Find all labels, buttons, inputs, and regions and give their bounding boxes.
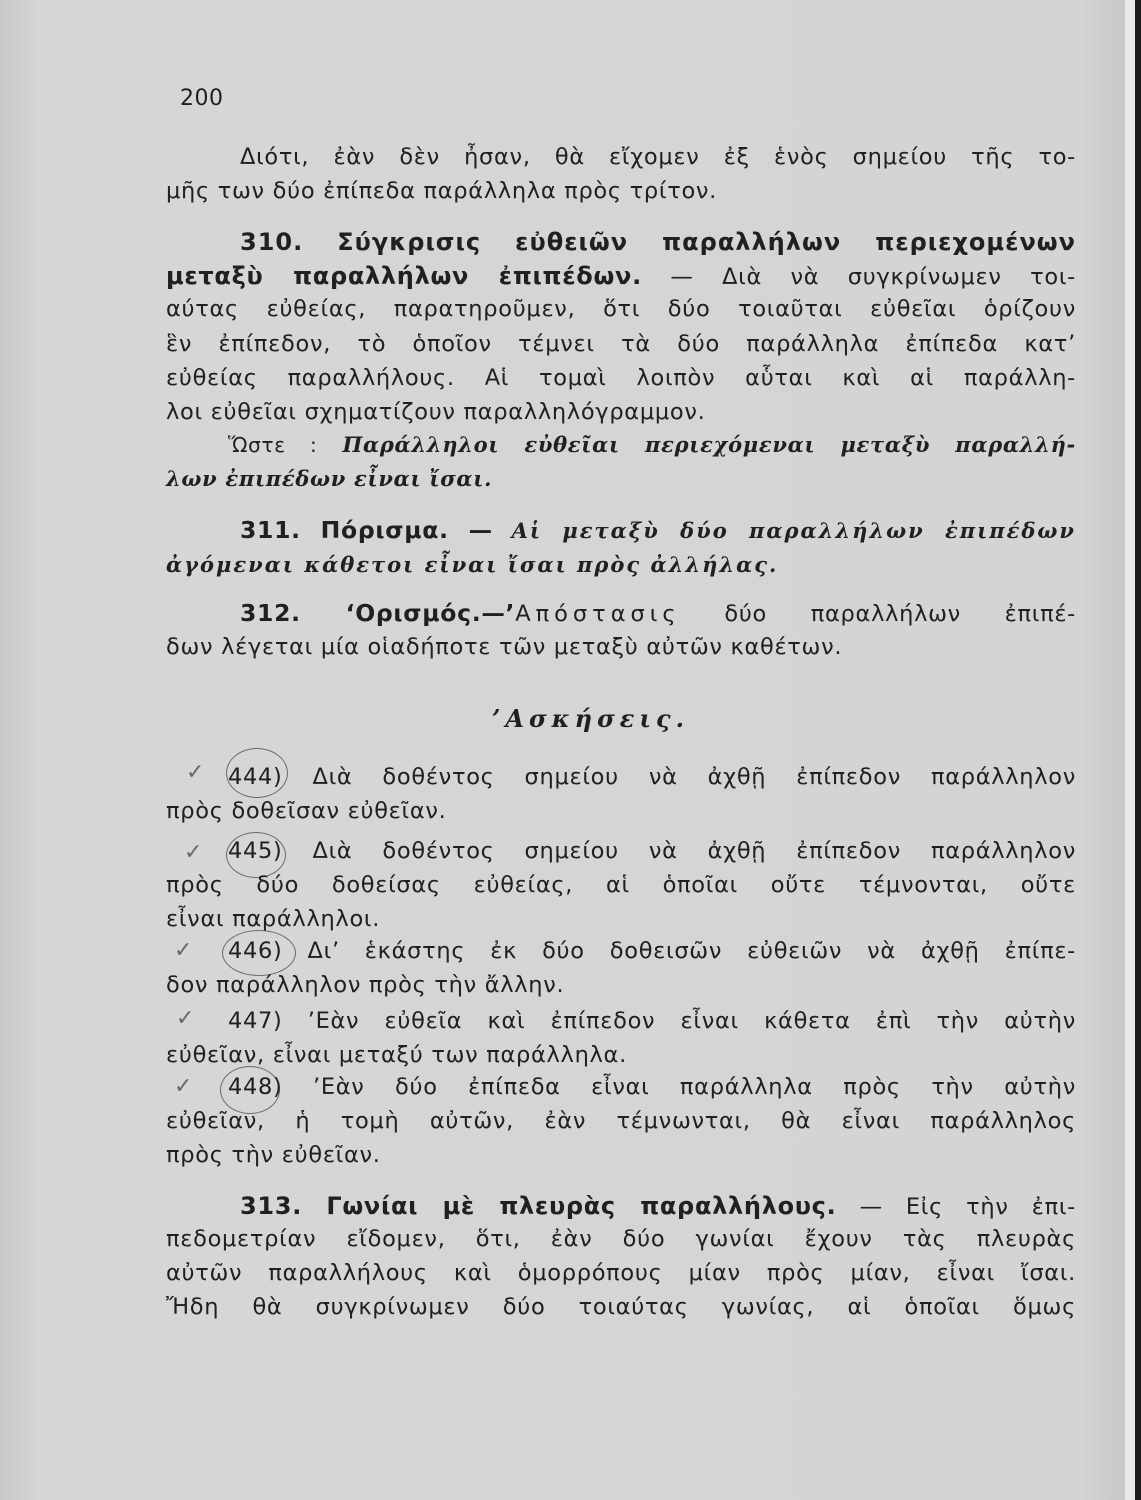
exercises-heading: ’Ασκήσεις. [492, 704, 689, 733]
conclusion-prefix: Ὥστε : [228, 433, 318, 457]
section-311-title: 311. Πόρισμα. — [240, 516, 493, 544]
text-line: αύτας εὐθείας, παρατηροῦμεν, ὅτι δύο τοιαῦται εὐθεῖαι ὁρίζουν [166, 296, 1076, 322]
exercise-445-cont: εἶναι παράλληλοι. [166, 906, 381, 932]
section-310-title: 310. Σύγκρισις εὐθειῶν παραλλήλων περιεχομένων [240, 228, 1076, 256]
text-line: δων λέγεται μία οἱαδήποτε τῶν μεταξὺ αὐτῶν καθέτων. [166, 634, 843, 660]
check-mark: ✓ [174, 1074, 193, 1099]
exercise-448: 448) ’Εὰν δύο ἐπίπεδα εἶναι παράλληλα πρὸς τὴν αὐτὴν [228, 1074, 1076, 1100]
exercise-446-cont: δον παράλληλον πρὸς τὴν ἄλλην. [166, 972, 565, 998]
text-line: Ἤδη θὰ συγκρίνωμεν δύο τοιαύτας γωνίας, αἱ ὁποῖαι ὅμως [166, 1294, 1076, 1320]
section-310-title-b: μεταξὺ παραλλήλων ἐπιπέδων. [166, 262, 642, 290]
section-312-title: 312. ‘Ορισμός.—’ [240, 599, 516, 627]
exercise-445: 445) Διὰ δοθέντος σημείου νὰ ἀχθῇ ἐπίπεδον παράλληλον [228, 838, 1076, 864]
exercise-447-cont: εὐθεῖαν, εἶναι μεταξύ των παράλληλα. [166, 1042, 627, 1068]
conclusion-line [228, 434, 1076, 457]
section-312-line [240, 599, 1076, 627]
text-line: μῆς των δύο ἐπίπεδα παράλληλα πρὸς τρίτον. [166, 178, 718, 204]
section-312-term: Απόστασις [515, 601, 681, 627]
exercise-446: 446) Δι’ ἑκάστης ἐκ δύο δοθεισῶν εὐθειῶν νὰ ἀχθῇ ἐπίπε- [228, 938, 1076, 964]
page-number: 200 [180, 86, 224, 111]
exercise-444-cont: πρὸς δοθεῖσαν εὐθεῖαν. [166, 798, 447, 824]
section-310-line [166, 264, 1076, 289]
text-line: ἓν ἐπίπεδον, τὸ ὁποῖον τέμνει τὰ δύο παράλληλα ἐπίπεδα κατ’ [166, 331, 1076, 357]
exercise-448-cont: εὐθεῖαν, ἡ τομὴ αὐτῶν, ἐὰν τέμνωνται, θὰ εἶναι παράλληλος [166, 1108, 1076, 1134]
text-line: πεδομετρίαν εἴδομεν, ὅτι, ἐὰν δύο γωνίαι ἔχουν τὰς πλευρὰς [166, 1226, 1076, 1252]
check-mark: ✓ [186, 760, 205, 785]
section-312-text: δύο παραλλήλων ἐπιπέ- [724, 601, 1076, 627]
page-edge-light [1125, 0, 1135, 1500]
exercise-447: 447) ’Εὰν εὐθεῖα καὶ ἐπίπεδον εἶναι κάθετα ἐπὶ τὴν αὐτὴν [228, 1008, 1076, 1034]
section-310-text: — Διὰ νὰ συγκρίνωμεν τοι- [670, 264, 1076, 290]
section-313-text: — Εἰς τὴν ἐπι- [859, 1194, 1077, 1220]
exercise-445-cont: πρὸς δύο δοθείσας εὐθείας, αἱ ὁποῖαι οὔτε τέμνονται, οὔτε [166, 872, 1076, 898]
conclusion-text: Παράλληλοι εὐθεῖαι περιεχόμεναι μεταξὺ παραλλή- [342, 432, 1076, 457]
text-line: εὐθείας παραλλήλους. Αἱ τομαὶ λοιπὸν αὗται καὶ αἱ παράλλη- [166, 365, 1076, 391]
section-311-line [240, 516, 1076, 544]
text-line: Διότι, ἐὰν δὲν ἦσαν, θὰ εἴχομεν ἐξ ἑνὸς σημείου τῆς το- [240, 144, 1076, 170]
check-mark: ✓ [184, 840, 203, 865]
section-311-text: Αἱ μεταξὺ δύο παραλλήλων ἐπιπέδων [511, 518, 1076, 543]
conclusion-text: λων ἐπιπέδων εἶναι ἴσαι. [166, 466, 493, 491]
page-edge-dark [1135, 0, 1141, 1500]
check-mark: ✓ [176, 1006, 195, 1031]
text-line: λοι εὐθεῖαι σχηματίζουν παραλληλόγραμμον. [166, 399, 706, 425]
exercise-444: 444) Διὰ δοθέντος σημείου νὰ ἀχθῇ ἐπίπεδον παράλληλον [228, 764, 1076, 790]
check-mark: ✓ [174, 938, 193, 963]
section-313-line [240, 1194, 1076, 1219]
exercise-448-cont: πρὸς τὴν εὐθεῖαν. [166, 1142, 381, 1168]
section-311-text: ἀγόμεναι κάθετοι εἶναι ἴσαι πρὸς ἀλλήλας. [166, 552, 779, 577]
text-line: αὐτῶν παραλλήλους καὶ ὁμορρόπους μίαν πρὸς μίαν, εἶναι ἴσαι. [166, 1260, 1076, 1286]
section-313-title: 313. Γωνίαι μὲ πλευρὰς παραλλήλους. [240, 1192, 837, 1220]
